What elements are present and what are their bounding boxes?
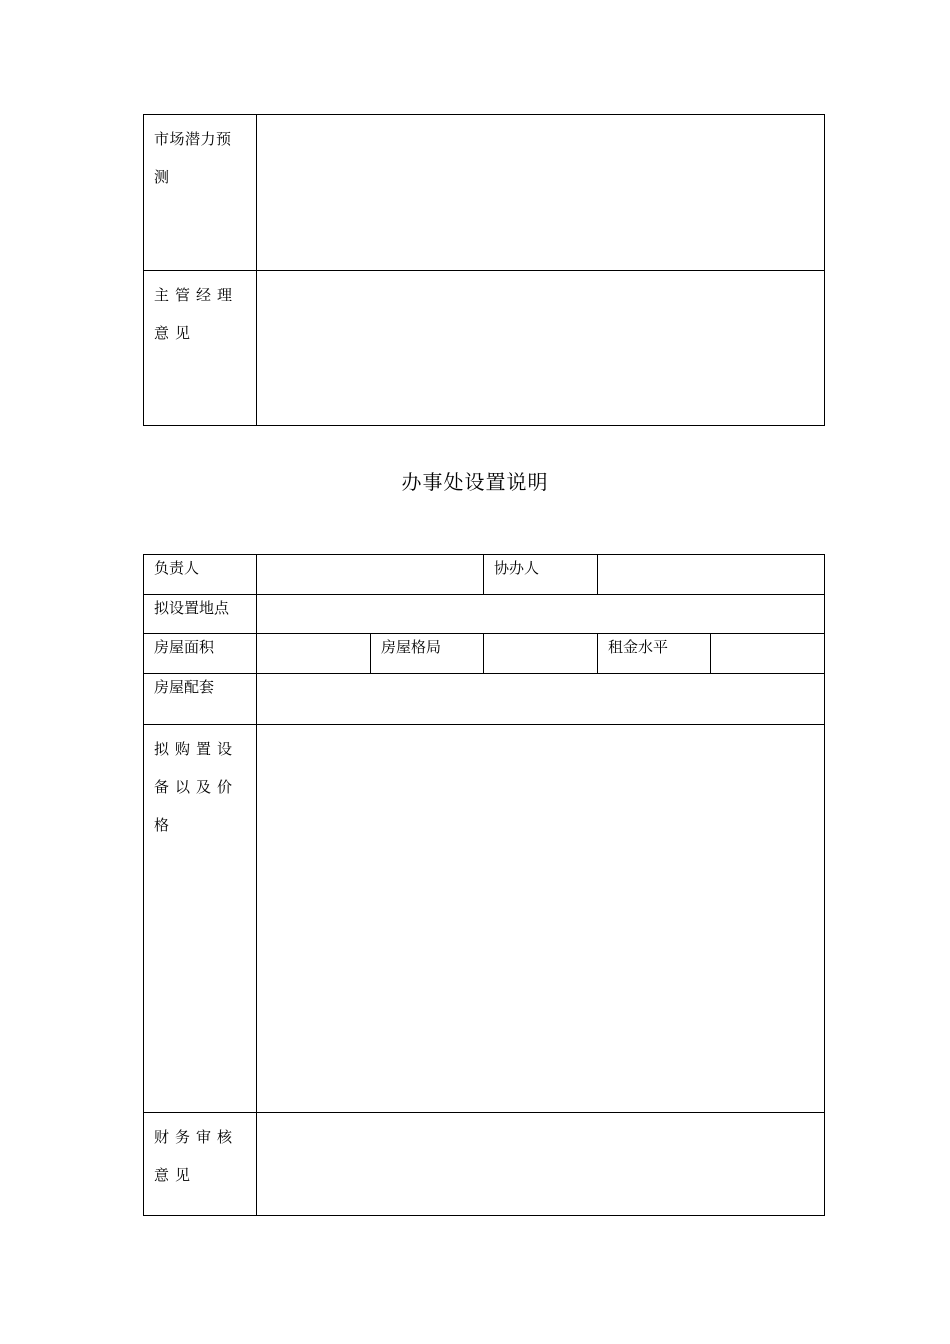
equipment-label: 拟购置设备以及价格 xyxy=(154,740,239,834)
manager-opinion-field[interactable] xyxy=(257,271,825,426)
house-layout-label: 房屋格局 xyxy=(381,638,442,656)
rent-level-label-cell xyxy=(598,634,711,674)
assistant-label-cell xyxy=(484,555,598,595)
house-area-field[interactable] xyxy=(257,634,371,674)
assistant-label: 协办人 xyxy=(494,559,540,577)
office-setup-table xyxy=(143,554,825,1216)
proposed-location-label: 拟设置地点 xyxy=(154,599,230,617)
proposed-location-field[interactable] xyxy=(257,595,825,634)
upper-form-table xyxy=(143,114,825,426)
market-potential-label-cell xyxy=(144,115,257,271)
manager-opinion-label-cell xyxy=(144,271,257,426)
person-in-charge-field[interactable] xyxy=(257,555,484,595)
finance-review-field[interactable] xyxy=(257,1113,825,1216)
manager-opinion-label: 主管经理意见 xyxy=(154,286,239,342)
equipment-field[interactable] xyxy=(257,725,825,1113)
finance-review-label-cell xyxy=(144,1113,257,1216)
person-in-charge-label-cell xyxy=(144,555,257,595)
assistant-field[interactable] xyxy=(598,555,825,595)
house-layout-field[interactable] xyxy=(484,634,598,674)
rent-level-label: 租金水平 xyxy=(608,638,669,656)
proposed-location-label-cell xyxy=(144,595,257,634)
house-facilities-label-cell xyxy=(144,674,257,725)
rent-level-field[interactable] xyxy=(711,634,825,674)
market-potential-field[interactable] xyxy=(257,115,825,271)
market-potential-label: 市场潜力预测 xyxy=(154,130,232,186)
house-area-label: 房屋面积 xyxy=(154,638,215,656)
equipment-label-cell xyxy=(144,725,257,1113)
house-facilities-label: 房屋配套 xyxy=(154,678,215,696)
house-facilities-field[interactable] xyxy=(257,674,825,725)
house-area-label-cell xyxy=(144,634,257,674)
finance-review-label: 财务审核意见 xyxy=(154,1128,239,1184)
house-layout-label-cell xyxy=(371,634,484,674)
person-in-charge-label: 负责人 xyxy=(154,559,200,577)
office-setup-title: 办事处设置说明 xyxy=(401,470,549,494)
